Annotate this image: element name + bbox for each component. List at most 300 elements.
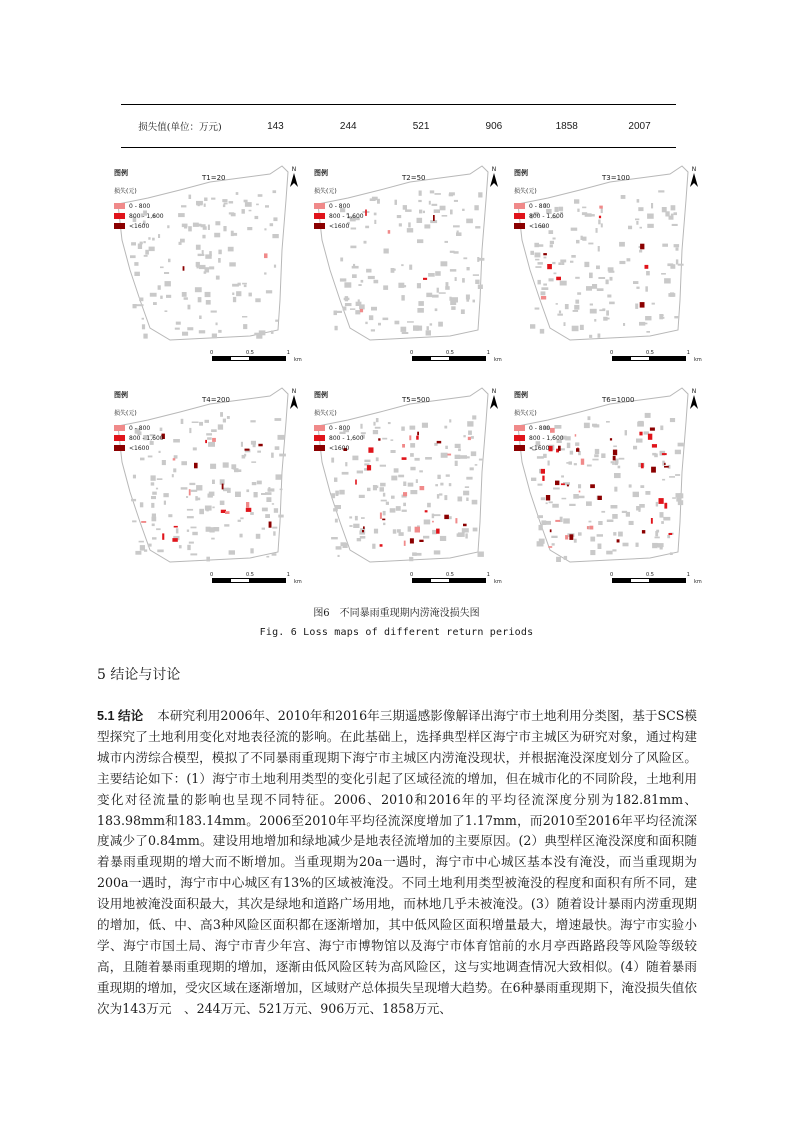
building-block <box>667 263 673 266</box>
building-block <box>268 488 275 491</box>
building-block <box>432 514 434 519</box>
loss-patch <box>569 534 573 540</box>
building-block <box>638 421 643 426</box>
building-block <box>636 543 639 547</box>
building-block <box>216 323 218 326</box>
building-block <box>352 456 358 461</box>
return-period-label: T5=500 <box>402 396 430 404</box>
loss-patch <box>444 515 449 519</box>
building-block <box>401 427 405 431</box>
building-block <box>612 549 616 551</box>
building-block <box>658 546 663 548</box>
building-block <box>172 474 174 477</box>
building-block <box>410 490 417 494</box>
building-block <box>645 413 651 418</box>
building-block <box>434 514 441 516</box>
building-block <box>218 330 221 333</box>
building-block <box>403 503 406 506</box>
north-arrow-icon <box>688 166 700 189</box>
building-block <box>344 282 351 287</box>
loss-patch <box>433 215 435 221</box>
building-block <box>402 510 407 512</box>
building-block <box>278 435 285 440</box>
building-block <box>257 481 262 485</box>
building-block <box>678 443 684 447</box>
scale-unit: km <box>294 579 302 585</box>
building-block <box>220 412 223 417</box>
building-block <box>440 536 446 541</box>
building-block <box>279 454 286 457</box>
building-block <box>275 418 282 421</box>
building-block <box>442 215 448 217</box>
north-label: N <box>291 388 297 395</box>
building-block <box>374 220 376 224</box>
building-block <box>564 556 567 560</box>
loss-patch <box>225 511 230 514</box>
loss-patch <box>382 519 385 521</box>
legend-label: <1600 <box>529 222 550 230</box>
loss-patch <box>645 265 649 269</box>
building-block <box>187 530 189 532</box>
loss-patch <box>642 530 645 533</box>
building-block <box>228 247 234 252</box>
building-block <box>275 320 278 322</box>
building-block <box>410 426 416 430</box>
north-arrow-icon <box>488 166 500 189</box>
building-block <box>530 251 534 255</box>
scale-label: 1 <box>286 350 290 356</box>
building-block <box>207 437 212 440</box>
loss-table <box>121 104 676 148</box>
building-block <box>537 456 544 459</box>
building-block <box>181 419 184 424</box>
building-block <box>434 209 440 213</box>
building-block <box>265 514 270 518</box>
building-block <box>662 244 668 247</box>
loss-patch <box>556 277 561 281</box>
building-block <box>574 463 577 465</box>
scale-label: 0.5 <box>446 350 454 356</box>
building-block <box>607 295 611 298</box>
building-block <box>574 305 579 310</box>
loss-patch <box>650 428 655 431</box>
loss-patch <box>410 538 414 543</box>
scale-label: 0.5 <box>246 572 254 578</box>
building-block <box>586 286 592 291</box>
building-block <box>538 484 543 486</box>
building-block <box>423 536 429 539</box>
building-block <box>160 267 164 269</box>
building-block <box>439 292 446 294</box>
building-block <box>610 277 613 281</box>
building-block <box>280 489 283 491</box>
building-block <box>274 508 278 513</box>
building-block <box>193 223 199 227</box>
building-block <box>408 526 411 531</box>
loss-value-t3: 521 <box>412 120 430 132</box>
legend-swatch <box>114 425 125 431</box>
building-block <box>241 442 243 447</box>
legend-label: 800 - 1,600 <box>529 434 564 442</box>
building-block <box>342 472 349 475</box>
scale-label: 0 <box>210 572 214 578</box>
building-block <box>560 281 567 286</box>
building-block <box>665 211 669 216</box>
building-block <box>139 541 144 543</box>
north-arrow-icon <box>488 388 500 411</box>
building-block <box>152 514 156 517</box>
building-block <box>553 238 556 240</box>
building-block <box>236 192 239 195</box>
building-block <box>212 507 214 509</box>
building-block <box>530 324 535 329</box>
building-block <box>229 262 236 266</box>
building-block <box>438 322 443 327</box>
building-block <box>678 500 683 505</box>
building-block <box>541 287 548 290</box>
building-block <box>461 309 465 314</box>
building-block <box>242 455 246 459</box>
building-block <box>173 439 180 443</box>
loss-patch <box>541 469 545 474</box>
building-block <box>445 286 450 290</box>
building-block <box>273 217 277 221</box>
building-block <box>365 226 369 229</box>
building-block <box>357 471 363 474</box>
building-block <box>156 488 158 490</box>
building-block <box>670 418 675 422</box>
loss-patch <box>590 484 595 488</box>
loss-patch <box>194 463 198 469</box>
building-block <box>423 211 425 213</box>
building-block <box>198 297 202 302</box>
building-block <box>399 223 402 226</box>
legend-item <box>114 443 164 453</box>
building-block <box>218 250 221 255</box>
building-block <box>242 283 247 285</box>
building-block <box>383 285 388 290</box>
building-block <box>192 532 198 535</box>
building-block <box>142 324 145 329</box>
building-block <box>150 293 157 297</box>
building-block <box>475 226 480 228</box>
north-label: N <box>691 166 697 173</box>
building-block <box>424 224 430 228</box>
building-block <box>467 267 470 270</box>
building-block <box>550 245 553 248</box>
loss-patch <box>269 522 272 528</box>
loss-patch <box>360 309 363 312</box>
building-block <box>457 231 459 234</box>
building-block <box>349 516 352 518</box>
section-heading: 5 结论与讨论 <box>97 667 181 683</box>
building-block <box>189 483 195 485</box>
building-block <box>335 491 339 495</box>
building-block <box>353 524 359 528</box>
building-block <box>647 214 654 219</box>
building-block <box>335 519 338 523</box>
legend-item <box>514 201 564 211</box>
building-block <box>152 517 157 522</box>
loss-patch <box>555 520 560 522</box>
building-block <box>160 296 163 299</box>
building-block <box>413 325 419 330</box>
building-block <box>373 430 378 434</box>
building-block <box>635 219 639 221</box>
building-block <box>181 205 186 207</box>
building-block <box>148 237 150 240</box>
building-block <box>596 228 598 233</box>
building-block <box>672 224 678 226</box>
legend-label: 0 - 800 <box>329 202 351 210</box>
building-block <box>560 260 566 263</box>
loss-patch <box>555 481 559 486</box>
building-block <box>444 426 447 429</box>
building-block <box>272 234 278 238</box>
loss-patch <box>652 444 657 448</box>
scale-label: 1 <box>486 572 490 578</box>
building-block <box>164 501 166 505</box>
building-block <box>629 484 632 487</box>
legend-label: <1600 <box>529 444 550 452</box>
loss-value-t1: 143 <box>267 120 284 132</box>
building-block <box>181 487 188 489</box>
building-block <box>424 520 431 525</box>
building-block <box>460 455 467 459</box>
loss-patch <box>463 524 467 527</box>
building-block <box>571 228 578 231</box>
building-block <box>472 500 478 505</box>
scale-bar-graphic <box>412 356 486 361</box>
building-block <box>397 215 401 218</box>
building-block <box>475 280 479 284</box>
building-block <box>652 303 655 305</box>
building-block <box>262 508 268 512</box>
loss-patch <box>587 526 589 529</box>
building-block <box>577 292 581 295</box>
building-block <box>251 441 256 445</box>
building-block <box>368 276 375 279</box>
loss-patch <box>432 521 434 523</box>
building-block <box>344 298 350 300</box>
figure-caption-cn: 图6 不同暴雨重现期内涝淹没损失图 <box>313 608 480 619</box>
building-block <box>418 200 421 202</box>
building-block <box>366 269 371 273</box>
legend-label: <1600 <box>329 444 350 452</box>
building-block <box>663 517 670 521</box>
building-block <box>257 451 261 453</box>
building-block <box>645 286 648 291</box>
building-block <box>133 304 137 308</box>
building-block <box>401 264 403 266</box>
building-block <box>638 207 643 211</box>
building-block <box>407 228 413 232</box>
building-block <box>274 265 276 268</box>
loss-patch <box>436 529 440 534</box>
building-block <box>419 210 422 214</box>
building-block <box>465 486 469 488</box>
building-block <box>560 517 563 522</box>
map-legend <box>114 390 164 453</box>
building-block <box>390 508 396 512</box>
building-block <box>625 430 627 435</box>
legend-subtitle: 损失(元) <box>114 188 137 195</box>
building-block <box>334 311 338 316</box>
building-block <box>636 439 643 443</box>
building-block <box>633 492 639 497</box>
building-block <box>173 468 176 472</box>
building-block <box>466 498 468 502</box>
scale-label: 0.5 <box>246 350 254 356</box>
building-block <box>539 244 544 247</box>
building-block <box>596 266 600 270</box>
building-block <box>144 255 148 257</box>
building-block <box>410 443 415 448</box>
building-block <box>227 416 230 419</box>
building-block <box>195 287 202 292</box>
building-block <box>567 443 571 448</box>
building-block <box>270 223 274 226</box>
building-block <box>246 489 249 492</box>
building-block <box>175 328 180 330</box>
conclusion-paragraph <box>97 706 697 1020</box>
building-block <box>403 482 406 487</box>
building-block <box>391 496 395 499</box>
building-block <box>372 197 378 201</box>
building-block <box>572 326 579 332</box>
building-block <box>552 543 555 545</box>
building-block <box>439 493 442 495</box>
building-block <box>588 243 593 245</box>
building-block <box>375 427 381 429</box>
building-block <box>417 239 423 243</box>
building-block <box>556 557 561 562</box>
building-block <box>450 269 456 272</box>
building-block <box>212 334 217 339</box>
building-block <box>254 333 260 335</box>
building-block <box>143 334 147 339</box>
building-block <box>168 259 171 263</box>
building-block <box>587 465 592 467</box>
building-block <box>467 421 473 426</box>
building-block <box>243 324 247 329</box>
building-block <box>157 550 163 553</box>
building-block <box>633 446 637 450</box>
loss-value-t2: 244 <box>339 120 357 132</box>
legend-swatch <box>114 223 125 229</box>
building-block <box>242 316 247 318</box>
building-block <box>391 450 396 453</box>
building-block <box>331 537 338 539</box>
building-block <box>578 532 582 535</box>
building-block <box>383 318 389 321</box>
legend-swatch <box>314 435 325 441</box>
building-block <box>399 532 404 536</box>
building-block <box>670 552 673 555</box>
building-block <box>211 429 217 432</box>
map-legend <box>514 168 564 231</box>
building-block <box>372 544 375 549</box>
building-block <box>428 273 435 277</box>
building-block <box>432 530 437 534</box>
building-block <box>401 295 404 301</box>
building-block <box>240 534 243 538</box>
building-block <box>564 322 566 326</box>
loss-map-panel <box>110 160 310 375</box>
legend-swatch <box>314 203 325 209</box>
building-block <box>535 253 541 258</box>
loss-patch <box>567 485 569 487</box>
building-block <box>639 250 642 253</box>
loss-patch <box>245 449 250 451</box>
building-block <box>151 482 155 485</box>
building-block <box>573 310 579 312</box>
building-block <box>432 295 439 298</box>
building-block <box>628 226 632 230</box>
building-block <box>186 496 188 498</box>
legend-item <box>114 433 164 443</box>
building-block <box>598 521 602 525</box>
scale-bar <box>410 572 502 585</box>
building-block <box>402 332 409 334</box>
building-block <box>341 542 347 546</box>
scale-bar-graphic <box>212 356 286 361</box>
building-block <box>180 239 185 243</box>
building-block <box>418 301 424 306</box>
building-block <box>349 525 352 527</box>
building-block <box>266 497 271 502</box>
north-arrow-icon <box>288 166 300 189</box>
building-block <box>149 247 155 252</box>
building-block <box>655 537 660 539</box>
legend-subtitle: 损失(元) <box>114 410 137 417</box>
loss-patch <box>651 518 653 524</box>
building-block <box>466 477 472 480</box>
loss-patch <box>246 508 252 512</box>
legend-swatch <box>314 223 325 229</box>
scale-label: 0 <box>410 350 414 356</box>
building-block <box>358 284 361 286</box>
building-block <box>203 226 207 230</box>
building-block <box>429 201 431 205</box>
building-block <box>416 479 418 483</box>
building-block <box>577 209 579 212</box>
building-block <box>205 420 210 423</box>
building-block <box>671 205 676 210</box>
building-block <box>233 297 236 302</box>
building-block <box>224 203 228 205</box>
building-block <box>408 483 414 487</box>
building-block <box>266 556 269 558</box>
building-block <box>543 454 547 458</box>
building-block <box>249 293 252 297</box>
building-block <box>426 293 432 297</box>
building-block <box>222 199 227 202</box>
building-block <box>574 199 579 203</box>
north-label: N <box>491 166 497 173</box>
building-block <box>384 249 389 254</box>
building-block <box>661 521 664 524</box>
legend-subtitle: 损失(元) <box>514 410 537 417</box>
building-block <box>614 473 621 478</box>
building-block <box>652 453 656 456</box>
legend-item <box>114 211 164 221</box>
building-block <box>382 438 387 440</box>
building-block <box>435 484 438 486</box>
building-block <box>204 204 206 207</box>
building-block <box>208 225 210 230</box>
scale-bar-graphic <box>612 356 686 361</box>
